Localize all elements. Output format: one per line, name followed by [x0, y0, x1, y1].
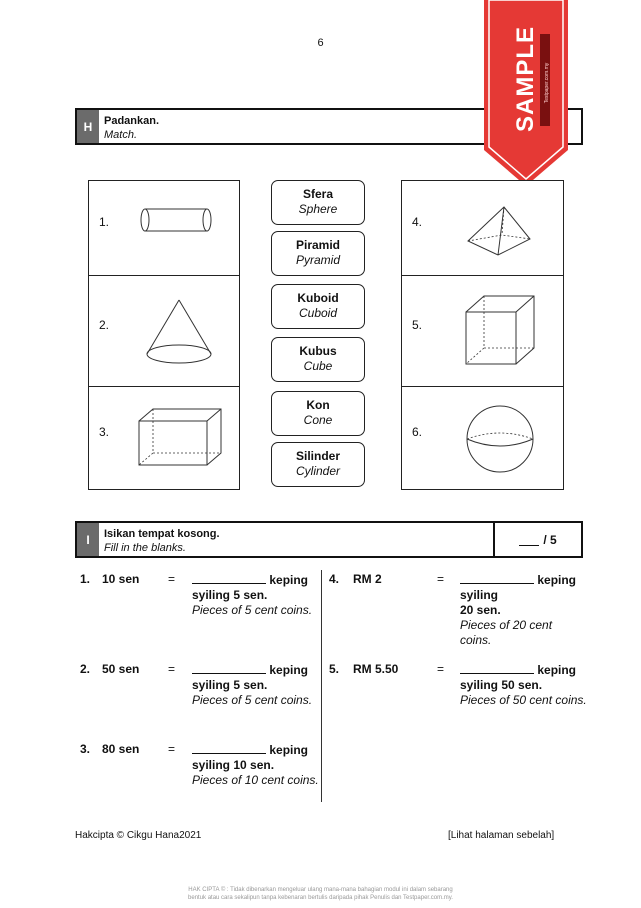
cone-icon [143, 298, 215, 370]
instruction-ms: Isikan tempat kosong. [104, 528, 220, 540]
shape-box-6 [401, 386, 564, 490]
pyramid-icon [464, 205, 536, 259]
shape-box-5 [401, 275, 564, 387]
answer-blank[interactable] [460, 662, 534, 674]
score-blank[interactable] [519, 534, 539, 546]
question-4: 4. RM 2 = keping syiling 20 sen. Pieces of 20 cent coins. [329, 572, 577, 647]
section-instructions [99, 110, 164, 143]
sample-label: SAMPLE [512, 25, 539, 132]
sphere-icon [464, 403, 536, 475]
item-number: 1. [99, 215, 110, 229]
cuboid-icon [137, 405, 223, 471]
section-letter: H [77, 110, 99, 143]
instruction-en: Fill in the blanks. [104, 542, 186, 554]
question-1: 1. 10 sen = keping syiling 5 sen. Pieces of 5 cent coins. [80, 572, 313, 617]
item-number: 4. [412, 215, 423, 229]
option-pyramid[interactable]: Piramid Pyramid [271, 231, 365, 276]
shape-box-1 [88, 180, 240, 276]
section-instructions [99, 523, 225, 556]
item-number: 2. [99, 318, 110, 332]
option-cone[interactable]: Kon Cone [271, 391, 365, 436]
page-number: 6 [317, 37, 324, 49]
item-number: 3. [99, 425, 110, 439]
question-3: 3. 80 sen = keping syiling 10 sen. Pieces of 10 cent coins. [80, 742, 319, 787]
item-number: 5. [412, 318, 423, 332]
answer-blank[interactable] [192, 742, 266, 754]
question-2: 2. 50 sen = keping syiling 5 sen. Pieces of 5 cent coins. [80, 662, 313, 707]
cube-icon [464, 294, 536, 368]
option-cuboid[interactable]: Kuboid Cuboid [271, 284, 365, 329]
sample-small-text: Testpaper.com.my [544, 62, 550, 104]
shape-box-4 [401, 180, 564, 276]
shape-box-2 [88, 275, 240, 387]
score-box[interactable] [493, 523, 581, 556]
option-sphere[interactable]: Sfera Sphere [271, 180, 365, 225]
answer-blank[interactable] [192, 572, 266, 584]
footer-copyright: Hakcipta © Cikgu Hana2021 [75, 830, 202, 841]
cylinder-icon [137, 203, 217, 237]
instruction-en: Match. [104, 129, 138, 141]
item-number: 6. [412, 425, 423, 439]
option-cube[interactable]: Kubus Cube [271, 337, 365, 382]
section-i-header [75, 521, 583, 558]
instruction-ms: Padankan. [104, 115, 160, 127]
section-letter: I [77, 523, 99, 556]
answer-blank[interactable] [192, 662, 266, 674]
shape-box-3 [88, 386, 240, 490]
footer-next-page: [Lihat halaman sebelah] [448, 830, 555, 841]
answer-blank[interactable] [460, 572, 534, 584]
option-cylinder[interactable]: Silinder Cylinder [271, 442, 365, 487]
legal-notice: HAK CIPTA © : Tidak dibenarkan mengeluar ulang mana-mana bahagian modul ini dalam sebarang bentuk atau cara sekalipun tanpa kebenaran bertulis daripada pihak Penulis dan Testpaper.com.my. [188, 887, 453, 901]
question-5: 5. RM 5.50 = keping syiling 50 sen. Pieces of 50 cent coins. [329, 662, 587, 707]
score-total: / 5 [543, 532, 557, 547]
